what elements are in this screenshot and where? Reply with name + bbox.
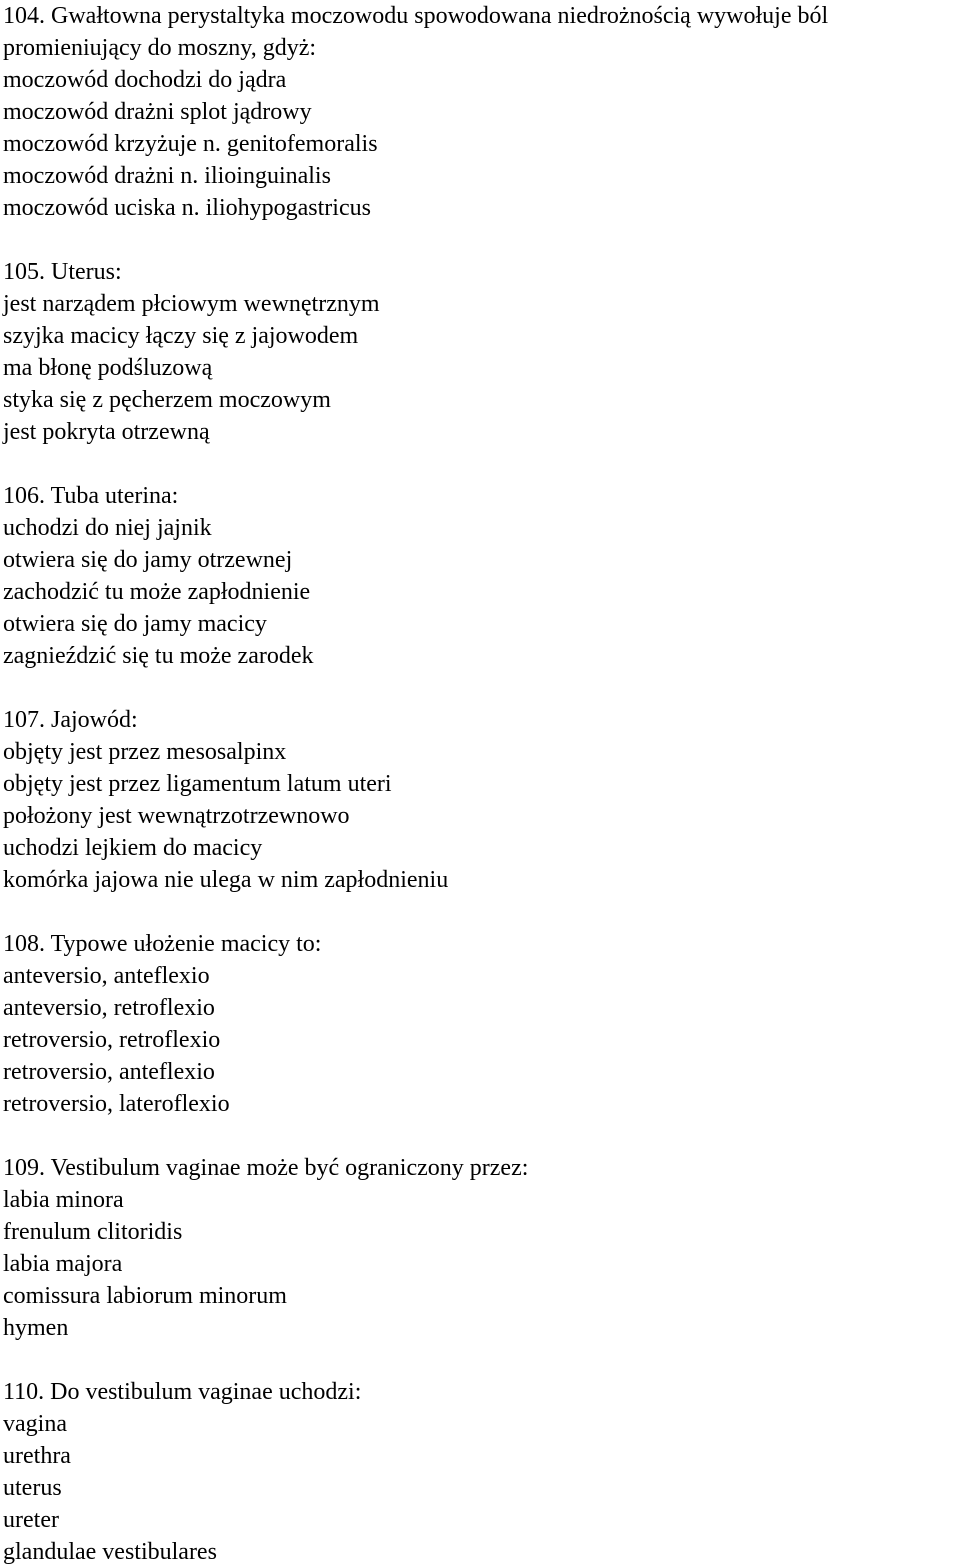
answer-option: szyjka macicy łączy się z jajowodem — [3, 323, 359, 349]
answer-option: ma błonę podśluzową — [3, 355, 213, 381]
answer-option: moczowód krzyżuje n. genitofemoralis — [3, 131, 378, 157]
answer-option: położony jest wewnątrzotrzewnowo — [3, 803, 350, 829]
question-107 — [3, 704, 955, 896]
answer-option: anteversio, retroflexio — [3, 995, 215, 1021]
question-106 — [3, 480, 955, 672]
document-body — [3, 0, 955, 1568]
question-108 — [3, 928, 955, 1120]
answer-option: labia minora — [3, 1187, 124, 1213]
answer-option: retroversio, retroflexio — [3, 1027, 221, 1053]
answer-option: vagina — [3, 1411, 67, 1437]
answer-option: frenulum clitoridis — [3, 1219, 183, 1245]
answer-option: urethra — [3, 1443, 71, 1469]
question-110 — [3, 1376, 955, 1568]
question-stem: 110. Do vestibulum vaginae uchodzi: — [3, 1379, 362, 1405]
answer-option: anteversio, anteflexio — [3, 963, 210, 989]
answer-option: jest pokryta otrzewną — [3, 419, 210, 445]
question-stem: 109. Vestibulum vaginae może być ograniczony przez: — [3, 1155, 529, 1181]
question-stem: 105. Uterus: — [3, 259, 122, 285]
answer-option: zagnieździć się tu może zarodek — [3, 643, 314, 669]
answer-option: moczowód dochodzi do jądra — [3, 67, 287, 93]
question-stem: 106. Tuba uterina: — [3, 483, 179, 509]
answer-option: moczowód drażni n. ilioinguinalis — [3, 163, 331, 189]
answer-list — [3, 288, 955, 448]
answer-option: uchodzi lejkiem do macicy — [3, 835, 263, 861]
answer-list — [3, 736, 955, 896]
answer-option: styka się z pęcherzem moczowym — [3, 387, 331, 413]
answer-list — [3, 1184, 955, 1344]
answer-option: uterus — [3, 1475, 62, 1501]
question-105 — [3, 256, 955, 448]
answer-list — [3, 960, 955, 1120]
answer-option: glandulae vestibulares — [3, 1539, 217, 1565]
answer-option: comissura labiorum minorum — [3, 1283, 287, 1309]
question-stem: 107. Jajowód: — [3, 707, 138, 733]
answer-option: jest narządem płciowym wewnętrznym — [3, 291, 380, 317]
answer-option: otwiera się do jamy macicy — [3, 611, 267, 637]
question-stem: 104. Gwałtowna perystaltyka moczowodu spowodowana niedrożnością wywołuje ból promieniujący do moszny, gdyż: — [3, 3, 829, 61]
question-104 — [3, 0, 955, 224]
answer-option: retroversio, anteflexio — [3, 1059, 215, 1085]
answer-option: retroversio, lateroflexio — [3, 1091, 230, 1117]
question-stem: 108. Typowe ułożenie macicy to: — [3, 931, 322, 957]
question-109 — [3, 1152, 955, 1344]
answer-option: hymen — [3, 1315, 69, 1341]
answer-option: moczowód uciska n. iliohypogastricus — [3, 195, 371, 221]
answer-option: moczowód drażni splot jądrowy — [3, 99, 312, 125]
answer-option: ureter — [3, 1507, 59, 1533]
answer-option: objęty jest przez mesosalpinx — [3, 739, 287, 765]
answer-option: zachodzić tu może zapłodnienie — [3, 579, 311, 605]
answer-option: komórka jajowa nie ulega w nim zapłodnieniu — [3, 867, 449, 893]
answer-list — [3, 64, 955, 224]
answer-option: uchodzi do niej jajnik — [3, 515, 212, 541]
answer-list — [3, 512, 955, 672]
answer-option: labia majora — [3, 1251, 123, 1277]
answer-option: otwiera się do jamy otrzewnej — [3, 547, 293, 573]
answer-list — [3, 1408, 955, 1568]
answer-option: objęty jest przez ligamentum latum uteri — [3, 771, 392, 797]
